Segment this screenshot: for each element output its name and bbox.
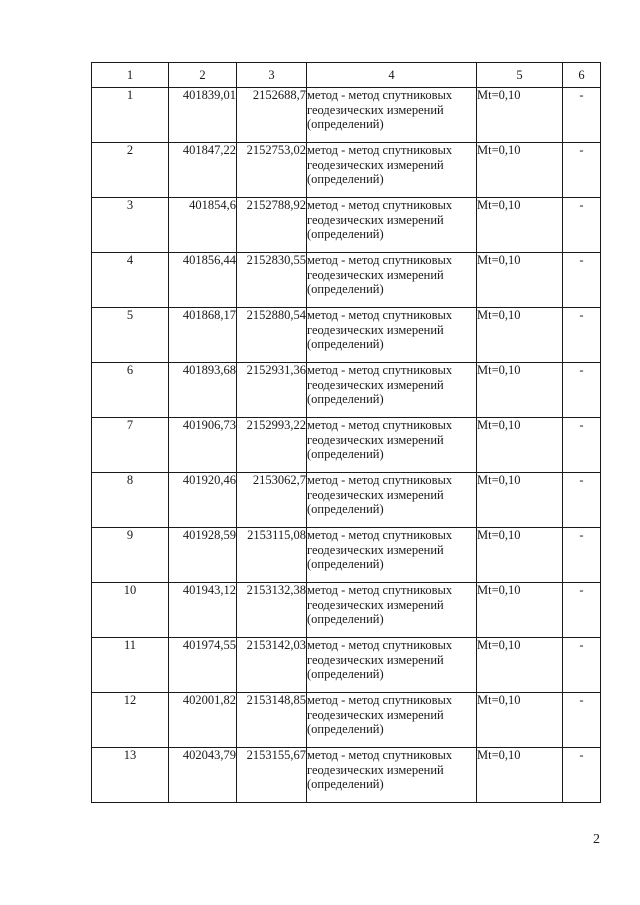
table-body <box>92 88 601 803</box>
cell-x-coordinate: 401928,59 <box>169 528 237 583</box>
cell-point-number: 11 <box>92 638 169 693</box>
cell-accuracy: Mt=0,10 <box>477 88 563 143</box>
cell-y-coordinate: 2153062,7 <box>237 473 307 528</box>
cell-point-number: 2 <box>92 143 169 198</box>
table-row <box>92 748 601 803</box>
cell-y-coordinate: 2152688,7 <box>237 88 307 143</box>
cell-y-coordinate: 2153155,67 <box>237 748 307 803</box>
cell-point-number: 6 <box>92 363 169 418</box>
header-cell-x: 2 <box>169 63 237 88</box>
table-row <box>92 88 601 143</box>
table-row <box>92 638 601 693</box>
cell-note: - <box>563 748 601 803</box>
header-row <box>92 63 601 88</box>
cell-method: метод - метод спутниковых геодезических измерений (определений) <box>307 638 477 693</box>
cell-method: метод - метод спутниковых геодезических измерений (определений) <box>307 693 477 748</box>
cell-note: - <box>563 143 601 198</box>
cell-point-number: 12 <box>92 693 169 748</box>
cell-note: - <box>563 583 601 638</box>
cell-method: метод - метод спутниковых геодезических измерений (определений) <box>307 473 477 528</box>
table-header <box>92 63 601 88</box>
cell-y-coordinate: 2153142,03 <box>237 638 307 693</box>
cell-y-coordinate: 2152753,02 <box>237 143 307 198</box>
cell-point-number: 8 <box>92 473 169 528</box>
cell-x-coordinate: 401906,73 <box>169 418 237 473</box>
table-row <box>92 528 601 583</box>
cell-point-number: 9 <box>92 528 169 583</box>
header-cell-accuracy: 5 <box>477 63 563 88</box>
cell-note: - <box>563 638 601 693</box>
cell-point-number: 10 <box>92 583 169 638</box>
cell-accuracy: Mt=0,10 <box>477 528 563 583</box>
cell-note: - <box>563 693 601 748</box>
cell-x-coordinate: 401854,6 <box>169 198 237 253</box>
cell-note: - <box>563 253 601 308</box>
cell-point-number: 1 <box>92 88 169 143</box>
cell-x-coordinate: 402001,82 <box>169 693 237 748</box>
cell-note: - <box>563 88 601 143</box>
cell-accuracy: Mt=0,10 <box>477 418 563 473</box>
cell-y-coordinate: 2153115,08 <box>237 528 307 583</box>
cell-note: - <box>563 198 601 253</box>
header-cell-point-number: 1 <box>92 63 169 88</box>
cell-y-coordinate: 2152788,92 <box>237 198 307 253</box>
table-row <box>92 253 601 308</box>
page-number: 2 <box>593 832 600 847</box>
table-row <box>92 583 601 638</box>
cell-x-coordinate: 401920,46 <box>169 473 237 528</box>
cell-note: - <box>563 363 601 418</box>
table-row <box>92 308 601 363</box>
cell-method: метод - метод спутниковых геодезических измерений (определений) <box>307 748 477 803</box>
cell-accuracy: Mt=0,10 <box>477 473 563 528</box>
cell-x-coordinate: 401868,17 <box>169 308 237 363</box>
cell-y-coordinate: 2152830,55 <box>237 253 307 308</box>
cell-accuracy: Mt=0,10 <box>477 143 563 198</box>
cell-x-coordinate: 401847,22 <box>169 143 237 198</box>
cell-method: метод - метод спутниковых геодезических измерений (определений) <box>307 198 477 253</box>
cell-y-coordinate: 2152993,22 <box>237 418 307 473</box>
cell-accuracy: Mt=0,10 <box>477 253 563 308</box>
coordinates-table <box>91 62 601 803</box>
cell-note: - <box>563 473 601 528</box>
cell-x-coordinate: 401839,01 <box>169 88 237 143</box>
header-cell-note: 6 <box>563 63 601 88</box>
cell-point-number: 13 <box>92 748 169 803</box>
header-cell-y: 3 <box>237 63 307 88</box>
cell-method: метод - метод спутниковых геодезических измерений (определений) <box>307 88 477 143</box>
cell-point-number: 5 <box>92 308 169 363</box>
cell-accuracy: Mt=0,10 <box>477 748 563 803</box>
cell-accuracy: Mt=0,10 <box>477 308 563 363</box>
cell-x-coordinate: 401974,55 <box>169 638 237 693</box>
table-row <box>92 473 601 528</box>
cell-x-coordinate: 402043,79 <box>169 748 237 803</box>
cell-note: - <box>563 418 601 473</box>
cell-point-number: 3 <box>92 198 169 253</box>
table-row <box>92 693 601 748</box>
cell-accuracy: Mt=0,10 <box>477 583 563 638</box>
cell-accuracy: Mt=0,10 <box>477 198 563 253</box>
cell-note: - <box>563 308 601 363</box>
cell-method: метод - метод спутниковых геодезических измерений (определений) <box>307 528 477 583</box>
cell-method: метод - метод спутниковых геодезических измерений (определений) <box>307 253 477 308</box>
cell-point-number: 7 <box>92 418 169 473</box>
cell-accuracy: Mt=0,10 <box>477 693 563 748</box>
cell-x-coordinate: 401893,68 <box>169 363 237 418</box>
table-row <box>92 418 601 473</box>
cell-method: метод - метод спутниковых геодезических измерений (определений) <box>307 583 477 638</box>
cell-y-coordinate: 2153132,38 <box>237 583 307 638</box>
cell-y-coordinate: 2153148,85 <box>237 693 307 748</box>
cell-accuracy: Mt=0,10 <box>477 363 563 418</box>
cell-x-coordinate: 401856,44 <box>169 253 237 308</box>
cell-point-number: 4 <box>92 253 169 308</box>
cell-accuracy: Mt=0,10 <box>477 638 563 693</box>
header-cell-method: 4 <box>307 63 477 88</box>
cell-method: метод - метод спутниковых геодезических измерений (определений) <box>307 363 477 418</box>
cell-method: метод - метод спутниковых геодезических измерений (определений) <box>307 418 477 473</box>
cell-note: - <box>563 528 601 583</box>
cell-method: метод - метод спутниковых геодезических измерений (определений) <box>307 308 477 363</box>
table-row <box>92 198 601 253</box>
table-row <box>92 363 601 418</box>
cell-x-coordinate: 401943,12 <box>169 583 237 638</box>
cell-y-coordinate: 2152880,54 <box>237 308 307 363</box>
cell-y-coordinate: 2152931,36 <box>237 363 307 418</box>
cell-method: метод - метод спутниковых геодезических измерений (определений) <box>307 143 477 198</box>
table-row <box>92 143 601 198</box>
